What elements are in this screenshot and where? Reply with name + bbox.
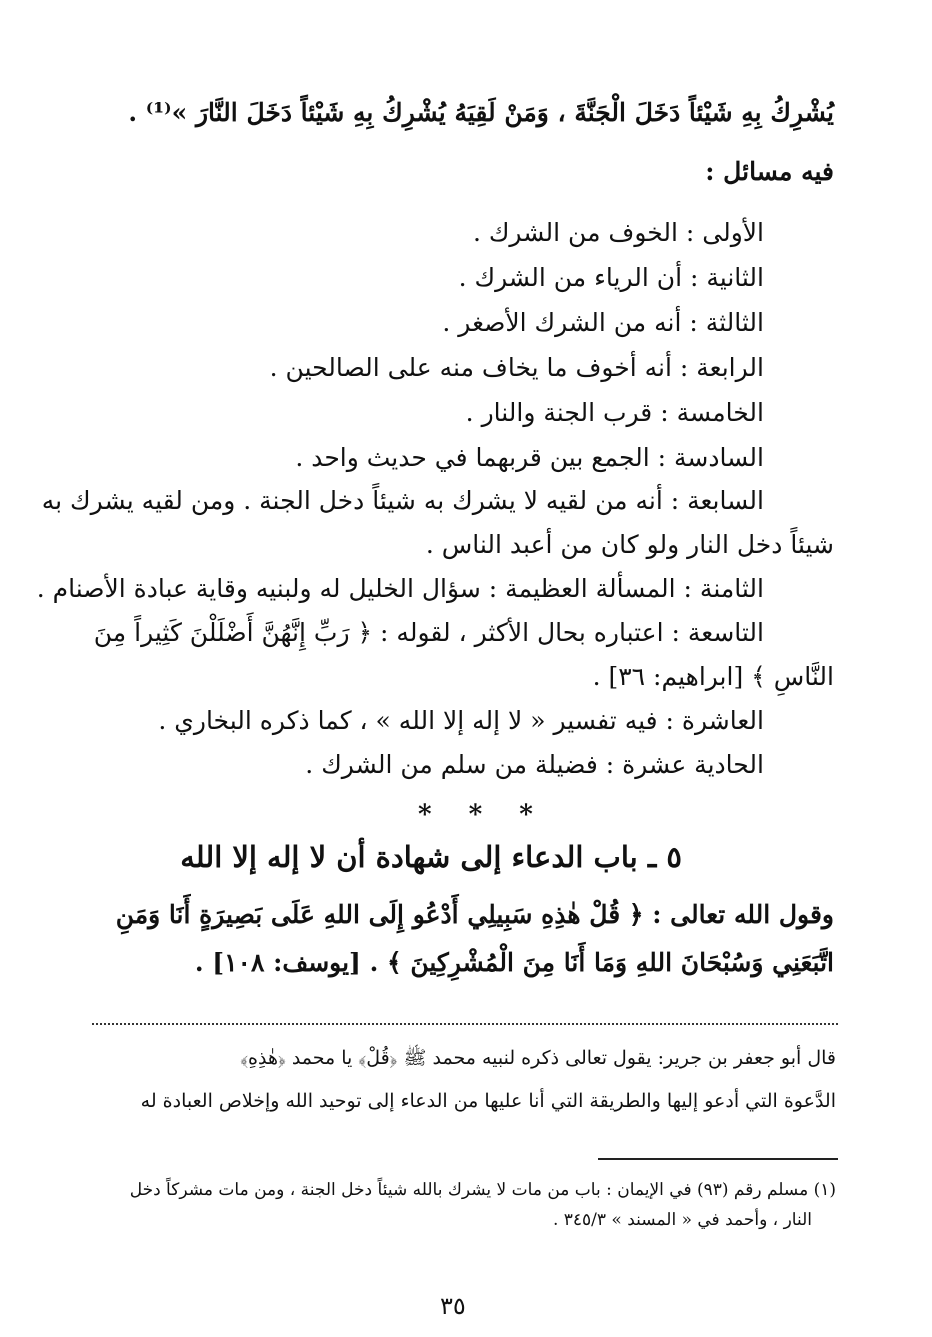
- issue-item: الخامسة : قرب الجنة والنار .: [465, 398, 764, 427]
- commentary-line: قال أبو جعفر بن جرير: يقول تعالى ذكره لنبيه محمد ﷺ ﴿قُلْ﴾ يا محمد ﴿هٰذِهِ﴾: [240, 1047, 836, 1069]
- chapter-heading: ٥ ـ باب الدعاء إلى شهادة أن لا إله إلا الله: [180, 840, 682, 874]
- footnote-line: (١) مسلم رقم (٩٣) في الإيمان : باب من مات لا يشرك بالله شيئاً دخل الجنة ، ومن مات مشركاً دخل: [129, 1180, 836, 1200]
- issues-title: فيه مسائل :: [705, 157, 834, 186]
- verse-line: اتَّبَعَنِي وَسُبْحَانَ اللهِ وَمَا أَنَا مِنَ الْمُشْرِكِينَ ﴾ . [يوسف: ١٠٨] .: [194, 948, 834, 977]
- footnote-line: النار ، وأحمد في « المسند » ٣٤٥/٣ .: [552, 1210, 812, 1230]
- issue-item: السادسة : الجمع بين قربهما في حديث واحد .: [295, 443, 764, 472]
- footnote-rule: [598, 1158, 838, 1160]
- issue-item: الرابعة : أنه أخوف ما يخاف منه على الصالحين .: [269, 353, 764, 382]
- issue-item-continuation: النَّاسِ ﴾ [ابراهيم: ٣٦] .: [592, 662, 834, 691]
- hadith-continuation-line: يُشْرِكُ بِهِ شَيْئاً دَخَلَ الْجَنَّةَ ، وَمَنْ لَقِيَهُ يُشْرِكُ بِهِ شَيْئاً دَخَلَ النَّارَ »⁽¹⁾ .: [128, 98, 834, 127]
- issue-item: الثانية : أن الرياء من الشرك .: [458, 263, 764, 292]
- page-number: ٣٥: [440, 1292, 466, 1320]
- issue-item: الأولى : الخوف من الشرك .: [472, 218, 764, 247]
- issue-item: التاسعة : اعتباره بحال الأكثر ، لقوله : ﴿ رَبِّ إِنَّهُنَّ أَضْلَلْنَ كَثِيراً مِنَ: [93, 618, 764, 647]
- issue-item: العاشرة : فيه تفسير « لا إله إلا الله » ، كما ذكره البخاري .: [158, 706, 764, 735]
- issue-item: الثامنة : المسألة العظيمة : سؤال الخليل له ولبنيه وقاية عبادة الأصنام .: [36, 574, 764, 603]
- dotted-divider: [92, 1023, 838, 1025]
- verse-line: وقول الله تعالى : ﴿ قُلْ هٰذِهِ سَبِيلِي أَدْعُو إِلَى اللهِ عَلَى بَصِيرَةٍ أَنَا وَمَنِ: [115, 900, 834, 929]
- issue-item: السابعة : أنه من لقيه لا يشرك به شيئاً دخل الجنة . ومن لقيه يشرك به: [41, 486, 764, 515]
- issue-item: الحادية عشرة : فضيلة من سلم من الشرك .: [305, 750, 764, 779]
- issue-item: الثالثة : أنه من الشرك الأصغر .: [442, 308, 764, 337]
- commentary-line: الدَّعوة التي أدعو إليها والطريقة التي أنا عليها من الدعاء إلى توحيد الله وإخلاص العبادة له: [140, 1090, 836, 1112]
- issue-item-continuation: شيئاً دخل النار ولو كان من أعبد الناس .: [425, 530, 834, 559]
- section-separator: * * *: [418, 800, 547, 830]
